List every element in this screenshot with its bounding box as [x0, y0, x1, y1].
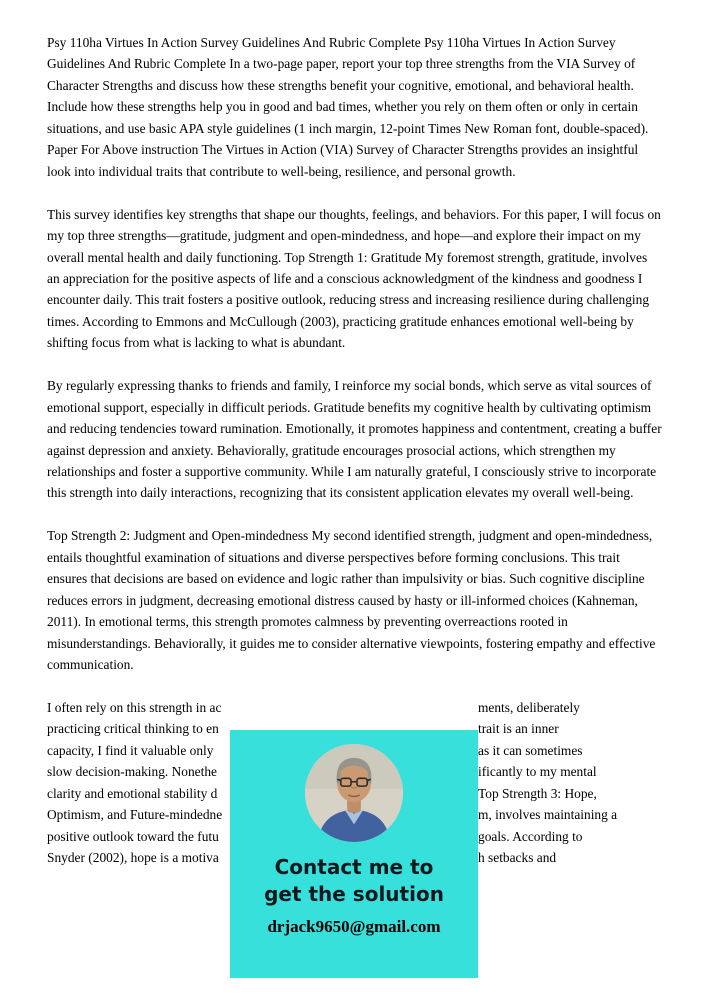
text-line-right-fragment: m, involves maintaining a: [478, 807, 618, 823]
text-line-left-fragment: clarity and emotional stability d: [47, 785, 218, 801]
consultant-photo: [305, 744, 403, 842]
text-line: [47, 697, 663, 718]
promo-overlay: [230, 730, 478, 978]
text-line-left-fragment: positive outlook toward the futu: [47, 828, 219, 844]
paragraph-1: Psy 110ha Virtues In Action Survey Guidelines And Rubric Complete Psy 110ha Virtues In Action Survey Guidelines And Rubric Complete In a two-page paper, report your top three strengths from the VIA Survey of Character Strengths and discuss how these strengths benefit your cognitive, emotional, and behavioral health. Include how these strengths help you in good and bad times, whether you rely on them often or only in certain situations, and use basic APA style guidelines (1 inch margin, 12-point Times New Roman font, double-spaced). Paper For Above instruction The Virtues in Action (VIA) Survey of Character Strengths provides an insightful look into individual traits that contribute to well-being, resilience, and personal growth.: [47, 35, 649, 179]
text-line-right-fragment: Top Strength 3: Hope,: [478, 785, 597, 801]
text-line-left-fragment: I often rely on this strength in ac: [47, 699, 222, 715]
text-line-right-fragment: trait is an inner: [478, 721, 559, 737]
text-line-right-fragment: ments, deliberately: [478, 699, 580, 715]
promo-text-line2: get the solution: [264, 882, 444, 906]
portrait-illustration: [305, 744, 403, 842]
text-line-right-fragment: goals. According to: [478, 828, 583, 844]
promo-email: drjack9650@gmail.com: [267, 917, 441, 936]
text-line-left-fragment: capacity, I find it valuable only: [47, 742, 214, 758]
paragraph-4: Top Strength 2: Judgment and Open-mindedness My second identified strength, judgment and open-mindedness, entails thoughtful examination of situations and diverse perspectives before forming conclusions. This trait ensures that decisions are based on evidence and logic rather than impulsivity or bias. Such cognitive discipline reduces errors in judgment, decreasing emotional distress caused by hasty or ill-informed choices (Kahneman, 2011). In emotional terms, this strength promotes calmness by preventing overreactions rooted in misunderstandings. Behaviorally, it guides me to consider alternative viewpoints, fostering empathy and effective communication.: [47, 528, 656, 673]
text-line-left-fragment: practicing critical thinking to en: [47, 721, 219, 737]
text-line-right-fragment: h setbacks and: [478, 850, 557, 866]
paragraph-3: By regularly expressing thanks to friends and family, I reinforce my social bonds, which serve as vital sources of emotional support, especially in difficult periods. Gratitude benefits my cognitive health by cultivating optimism and reducing tendencies toward rumination. Emotionally, it promotes happiness and contentment, creating a buffer against depression and anxiety. Behaviorally, gratitude encourages prosocial actions, which strengthen my relationships and foster a supportive community. While I am naturally grateful, I consciously strive to incorporate this strength into daily interactions, recognizing that its consistent application elevates my overall well-being.: [47, 378, 662, 501]
text-line-right-fragment: as it can sometimes: [478, 742, 583, 758]
text-line-left-fragment: slow decision-making. Nonethe: [47, 764, 217, 780]
text-line-left-fragment: Optimism, and Future-mindedne: [47, 807, 223, 823]
text-line-right-fragment: ificantly to my mental: [478, 764, 597, 780]
promo-text-line1: Contact me to: [274, 855, 434, 879]
text-line-left-fragment: Snyder (2002), hope is a motiva: [47, 850, 219, 866]
paragraph-2: This survey identifies key strengths that shape our thoughts, feelings, and behaviors. For this paper, I will focus on my top three strengths—gratitude, judgment and open-mindedness, and hope—and explore their impact on my overall mental health and daily functioning. Top Strength 1: Gratitude My foremost strength, gratitude, involves an appreciation for the positive aspects of life and a conscious acknowledgment of the kindness and goodness I encounter daily. This trait fosters a positive outlook, reducing stress and increasing resilience during challenging times. According to Emmons and McCullough (2003), practicing gratitude enhances emotional well-being by shifting focus from what is lacking to what is abundant.: [47, 206, 661, 351]
